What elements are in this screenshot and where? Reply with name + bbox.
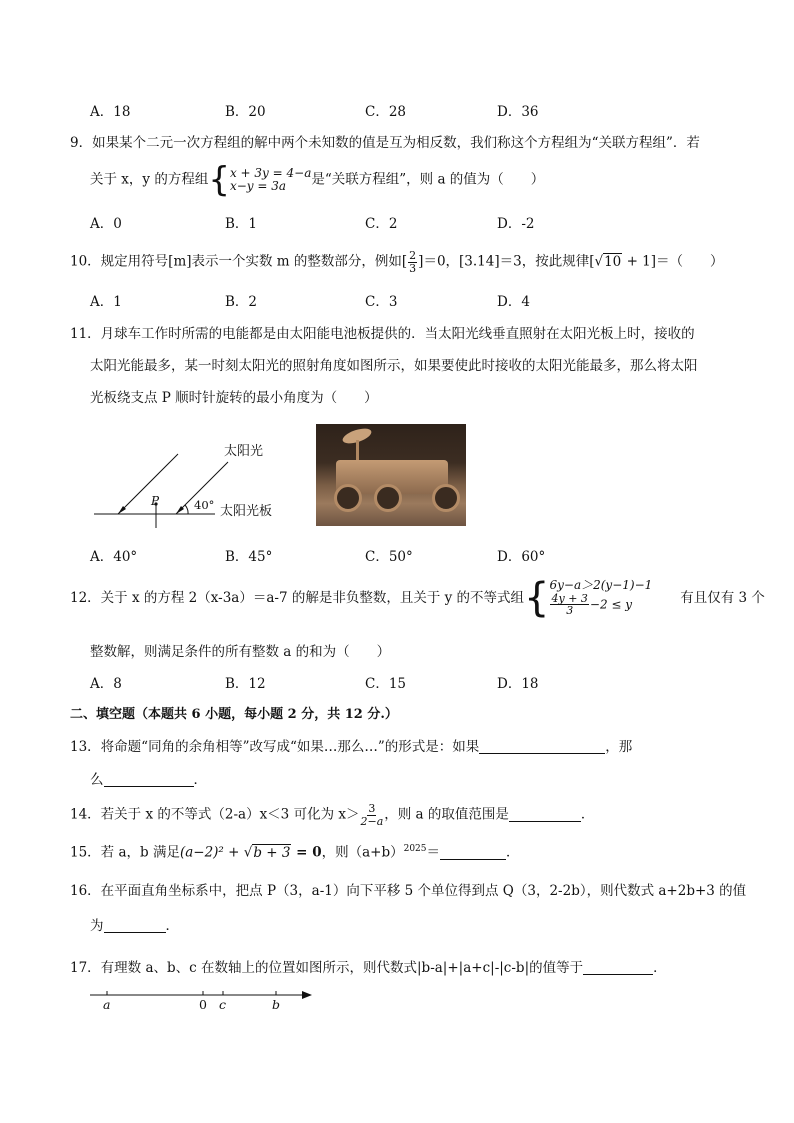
q10-option-c: C．3 [365,294,398,310]
number-line-label-a: a [103,997,111,1012]
q10-stem [70,250,724,274]
sun-ray-1 [118,454,178,514]
q12-option-a: A．8 [90,676,122,692]
section-heading-fill-in: 二、填空题（本题共 6 小题，每小题 2 分，共 12 分.） [70,707,398,722]
q12-option-d: D．18 [497,676,539,692]
answer-blank[interactable] [104,918,166,933]
q9-equation-system [230,167,311,193]
q13-line2 [90,772,207,788]
q15-expr2: = 0 [291,844,322,861]
q10-frac-den: 3 [409,261,417,275]
system-brace: { [208,160,230,200]
number-line-label-b: b [272,997,281,1012]
q14-frac-den: 2−a [360,814,384,828]
q12-ineq1: 6y−a＞2(y−1)−1 [549,578,653,593]
q9-stem-line1: 9．如果某个二元一次方程组的解中两个未知数的值是互为相反数，我们称这个方程组为“关联方程组”．若 [70,135,700,151]
q12-frac-den: 3 [566,604,574,618]
q15-line [70,844,520,861]
q15-part2: ，则（a+b） [321,844,404,861]
sqrt-sign: √ [594,253,604,270]
sunlight-label: 太阳光 [224,444,264,459]
q15-expr1: (a−2)² + √ [179,844,253,861]
q15-part1: 15．若 a，b 满足 [70,844,180,861]
q10-option-d: D．4 [497,294,530,310]
number-line-label-c: c [219,997,227,1012]
number-line-label-0: 0 [199,997,207,1012]
q10-frac-num: 2 [409,249,417,262]
q12-pre: 12．关于 x 的方程 2（x-3a）＝a-7 的解是非负整数，且关于 y 的不等式组 [70,589,525,606]
q9-stem-line2 [90,160,545,200]
answer-blank[interactable] [509,807,581,822]
q15-radicand: b + 3 [253,844,291,861]
angle-label: 40° [194,498,215,512]
q9-eq1: x + 3y = 4−a [229,165,312,180]
q9-option-a: A．0 [90,216,122,232]
q13-part4: ． [193,772,207,788]
q14-part3: ． [580,806,595,823]
q12-ineq2-rest: −2 ≤ y [589,597,633,612]
q8-option-c: C．28 [365,104,407,120]
q13-part1: 13．将命题“同角的余角相等”改写成“如果…那么…”的形式是：如果 [70,739,480,755]
q13-line1 [70,739,632,755]
q15-part3: ＝ [426,844,441,861]
q14-frac-num: 3 [368,802,376,815]
q11-stem-line1: 11．月球车工作时所需的电能都是由太阳能电池板提供的．当太阳光线垂直照射在太阳光板上时，接收的 [70,326,695,342]
point-p-label: P [151,494,160,508]
q17-part1: 17．有理数 a、b、c 在数轴上的位置如图所示，则代数式|b-a|+|a+c|-|c-b|的值等于 [70,960,584,976]
q16-line1: 16．在平面直角坐标系中，把点 P（3，a-1）向下平移 5 个单位得到点 Q（3，2-2b），则代数式 a+2b+3 的值 [70,883,747,899]
q15-part4: ． [506,844,520,861]
q8-option-b: B．20 [225,104,266,120]
q12-inequality-system [549,579,652,616]
q12-option-c: C．15 [365,676,407,692]
solar-panel-label: 太阳光板 [220,504,273,519]
rover-wheel [334,484,362,512]
q9-pre: 关于 x，y 的方程组 [90,171,209,188]
arrow-right-icon [302,991,312,999]
rover-wheel [432,484,460,512]
q14-part2: ，则 a 的取值范围是 [384,806,509,823]
q9-post: 是“关联方程组”，则 a 的值为（ ） [311,171,545,188]
q9-eq2: x−y = 3a [229,179,287,193]
q13-part3: 么 [90,772,104,788]
rover-wheel [374,484,402,512]
q9-option-d: D．-2 [497,216,535,232]
q9-option-c: C．2 [365,216,398,232]
q11-stem-line3: 光板绕支点 P 顺时针旋转的最小角度为（ ） [90,390,378,406]
q13-part2: ，那 [605,739,633,755]
q12-stem-line1 [70,575,765,621]
q12-stem-line2: 整数解，则满足条件的所有整数 a 的和为（ ） [90,644,391,660]
q11-option-a: A．40° [90,549,138,565]
q10-part3: + 1]＝（ ） [622,253,724,270]
q10-radicand: 10 [604,253,622,270]
q11-option-c: C．50° [365,549,413,565]
q16-part2: 为 [90,918,104,934]
q11-option-b: B．45° [225,549,273,565]
angle-arc [185,505,188,514]
q11-option-d: D．60° [497,549,546,565]
q12-post: 有且仅有 3 个 [680,589,765,606]
q8-option-d: D．36 [497,104,539,120]
q10-option-a: A．1 [90,294,122,310]
q17-line [70,960,667,976]
answer-blank[interactable] [583,960,653,975]
q11-stem-line2: 太阳光能最多，某一时刻太阳光的照射角度如图所示，如果要使此时接收的太阳光能最多，那么将太阳 [90,358,698,374]
q15-exponent: 2025 [403,844,427,854]
q12-ineq2 [549,593,652,617]
q10-part1: 10．规定用符号[m]表示一个实数 m 的整数部分，例如[ [70,253,408,270]
antenna-mast [356,440,359,462]
system-brace: { [524,575,550,621]
q10-option-b: B．2 [225,294,258,310]
q14-fraction [360,803,383,827]
q9-option-b: B．1 [225,216,258,232]
q8-option-a: A．18 [90,104,131,120]
lunar-rover-photo [316,424,466,526]
q10-part2: ]＝0，[3.14]＝3，按此规律[ [418,253,595,270]
q14-line [70,803,594,827]
answer-blank[interactable] [440,845,506,860]
answer-blank[interactable] [479,739,605,754]
q17-part2: ． [653,960,667,976]
q16-part3: ． [165,918,179,934]
q10-fraction [408,250,417,274]
q16-line2 [90,918,179,934]
q12-option-b: B．12 [225,676,266,692]
answer-blank[interactable] [104,772,194,787]
q12-frac-num: 4y + 3 [551,591,588,605]
q14-part1: 14．若关于 x 的不等式（2-a）x＜3 可化为 x＞ [70,806,360,823]
